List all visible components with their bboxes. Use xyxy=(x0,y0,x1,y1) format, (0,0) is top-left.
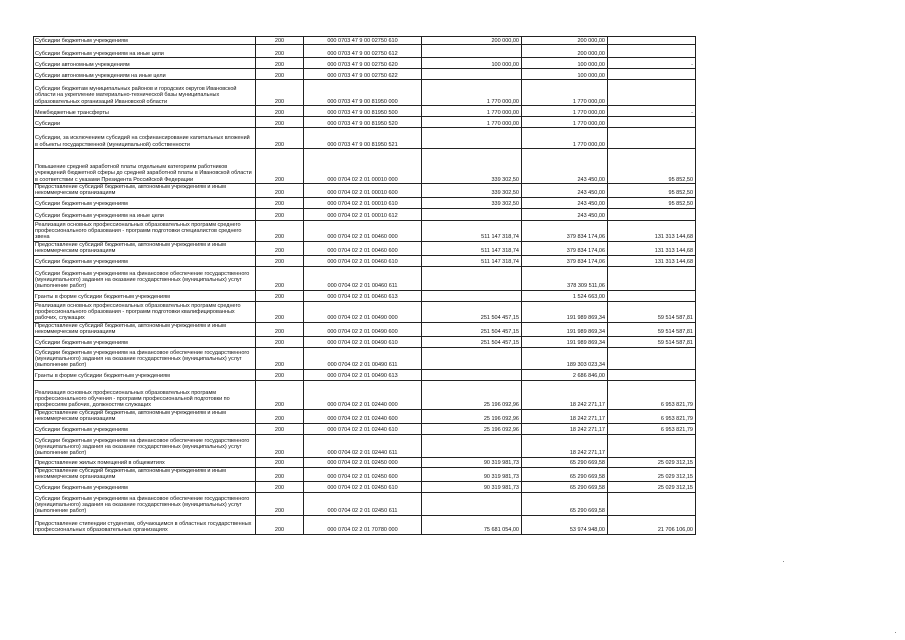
table-row xyxy=(34,301,696,322)
table-row xyxy=(34,409,696,423)
row-approved-amount-cell: 1 770 000,00 xyxy=(422,106,522,117)
row-name-cell: Субсидии бюджетным учреждениям xyxy=(34,197,256,208)
row-classification-code-cell: 000 0704 02 2 01 00460 610 xyxy=(304,255,422,266)
row-remaining-amount-cell: 131 313 144,68 xyxy=(608,220,696,241)
table-row xyxy=(34,208,696,220)
row-approved-amount-cell: 1 770 000,00 xyxy=(422,80,522,106)
row-approved-amount-cell: 90 319 981,73 xyxy=(422,457,522,467)
row-executed-amount-cell: 243 450,00 xyxy=(522,208,608,220)
row-line-code-cell: 200 xyxy=(256,80,304,106)
row-classification-code-cell: 000 0704 02 2 01 02440 611 xyxy=(304,434,422,457)
row-classification-code-cell: 000 0703 47 9 00 02750 610 xyxy=(304,37,422,45)
row-remaining-amount-cell xyxy=(608,45,696,58)
table-row xyxy=(34,347,696,369)
table-row xyxy=(34,380,696,409)
table-row xyxy=(34,220,696,241)
row-line-code-cell: 200 xyxy=(256,106,304,117)
row-name-cell: Субсидии автономным учреждениям xyxy=(34,58,256,69)
row-name-cell: Субсидии бюджетам муниципальных районов и городских округов Ивановской области на укрепление материально-технической базы муниципальных образовательных организаций Ивановской области xyxy=(34,80,256,106)
row-line-code-cell: 200 xyxy=(256,255,304,266)
row-approved-amount-cell xyxy=(422,69,522,80)
row-executed-amount-cell: 1 524 663,00 xyxy=(522,290,608,301)
row-approved-amount-cell: 511 147 318,74 xyxy=(422,220,522,241)
row-remaining-amount-cell: 25 029 312,15 xyxy=(608,481,696,492)
row-line-code-cell: 200 xyxy=(256,128,304,149)
row-line-code-cell: 200 xyxy=(256,149,304,184)
row-line-code-cell: 200 xyxy=(256,336,304,347)
budget-execution-table xyxy=(33,36,696,535)
row-name-cell: Гранты в форме субсидии бюджетным учреждениям xyxy=(34,290,256,301)
row-classification-code-cell: 000 0704 02 2 01 00490 600 xyxy=(304,322,422,336)
row-executed-amount-cell: 2 686 846,00 xyxy=(522,369,608,380)
row-line-code-cell: 200 xyxy=(256,37,304,45)
row-remaining-amount-cell: 6 953 821,79 xyxy=(608,423,696,434)
row-line-code-cell: 200 xyxy=(256,322,304,336)
table-row xyxy=(34,45,696,58)
row-executed-amount-cell: 18 242 271,17 xyxy=(522,423,608,434)
table-row xyxy=(34,149,696,184)
table-row xyxy=(34,128,696,149)
table-body xyxy=(34,37,696,535)
row-line-code-cell: 200 xyxy=(256,197,304,208)
row-executed-amount-cell: 243 450,00 xyxy=(522,149,608,184)
row-remaining-amount-cell: 6 953 821,79 xyxy=(608,380,696,409)
row-remaining-amount-cell xyxy=(608,80,696,106)
scan-artifact-tick: · xyxy=(894,627,897,637)
row-name-cell: Субсидии бюджетным учреждениям xyxy=(34,481,256,492)
row-line-code-cell: 200 xyxy=(256,481,304,492)
row-name-cell: Субсидии бюджетным учреждениям на финансовое обеспечение государственного (муниципального) задания на оказание государственных (муниципальных) услуг (выполнение работ) xyxy=(34,434,256,457)
row-classification-code-cell: 000 0704 02 2 01 00490 611 xyxy=(304,347,422,369)
table-row xyxy=(34,290,696,301)
row-name-cell: Повышение средней заработной платы отдельным категориям работников учреждений бюджетной сферы до средней заработной платы в Ивановской области в соответствии с указами Президента Российской Федерации xyxy=(34,149,256,184)
table-row xyxy=(34,467,696,481)
row-name-cell: Реализация основных профессиональных образовательных программ профессионального обучения - программ профессиональной подготовки по профессиям рабочих, должностям служащих xyxy=(34,380,256,409)
row-name-cell: Субсидии бюджетным учреждениям на финансовое обеспечение государственного (муниципального) задания на оказание государственных (муниципальных) услуг (выполнение работ) xyxy=(34,492,256,515)
row-classification-code-cell: 000 0704 02 2 01 00490 000 xyxy=(304,301,422,322)
row-remaining-amount-cell: 59 514 587,81 xyxy=(608,322,696,336)
row-executed-amount-cell: 65 290 669,58 xyxy=(522,481,608,492)
row-classification-code-cell: 000 0704 02 2 01 02450 610 xyxy=(304,481,422,492)
row-name-cell: Субсидии бюджетным учреждениям xyxy=(34,37,256,45)
row-remaining-amount-cell xyxy=(608,369,696,380)
row-line-code-cell: 200 xyxy=(256,492,304,515)
row-approved-amount-cell xyxy=(422,128,522,149)
row-remaining-amount-cell: 95 852,50 xyxy=(608,184,696,198)
table-row xyxy=(34,423,696,434)
table-row xyxy=(34,241,696,255)
row-classification-code-cell: 000 0704 02 2 01 00460 600 xyxy=(304,241,422,255)
row-remaining-amount-cell: 21 706 106,00 xyxy=(608,515,696,534)
row-line-code-cell: 200 xyxy=(256,69,304,80)
row-remaining-amount-cell xyxy=(608,69,696,80)
row-line-code-cell: 200 xyxy=(256,184,304,198)
row-name-cell: Субсидии xyxy=(34,117,256,128)
row-name-cell: Предоставление жилых помещений в общежитиях xyxy=(34,457,256,467)
row-classification-code-cell: 000 0704 02 2 01 02440 000 xyxy=(304,380,422,409)
table-row xyxy=(34,481,696,492)
row-executed-amount-cell: 65 290 669,58 xyxy=(522,492,608,515)
table-row xyxy=(34,336,696,347)
row-remaining-amount-cell xyxy=(608,128,696,149)
row-name-cell: Предоставление субсидий бюджетным, автономным учреждениям и иным некоммерческим организациям xyxy=(34,409,256,423)
row-executed-amount-cell: 1 770 000,00 xyxy=(522,117,608,128)
row-name-cell: Гранты в форме субсидии бюджетным учреждениям xyxy=(34,369,256,380)
row-name-cell: Субсидии бюджетным учреждениям на финансовое обеспечение государственного (муниципального) задания на оказание государственных (муниципальных) услуг (выполнение работ) xyxy=(34,266,256,290)
row-approved-amount-cell: 1 770 000,00 xyxy=(422,117,522,128)
row-approved-amount-cell: 339 302,50 xyxy=(422,184,522,198)
row-remaining-amount-cell: 59 514 587,81 xyxy=(608,336,696,347)
row-executed-amount-cell: 379 834 174,06 xyxy=(522,220,608,241)
row-executed-amount-cell: 65 290 669,58 xyxy=(522,457,608,467)
row-line-code-cell: 200 xyxy=(256,58,304,69)
table-row xyxy=(34,58,696,69)
table-row xyxy=(34,184,696,198)
table-row xyxy=(34,37,696,45)
row-remaining-amount-cell: 95 852,50 xyxy=(608,149,696,184)
row-name-cell: Субсидии бюджетным учреждениям xyxy=(34,255,256,266)
table-row xyxy=(34,117,696,128)
row-classification-code-cell: 000 0704 02 2 01 02450 611 xyxy=(304,492,422,515)
row-approved-amount-cell: 251 504 457,15 xyxy=(422,301,522,322)
row-approved-amount-cell: 25 196 092,96 xyxy=(422,380,522,409)
scan-artifact-dot: · xyxy=(782,556,785,566)
row-approved-amount-cell: 339 302,50 xyxy=(422,197,522,208)
row-name-cell: Субсидии бюджетным учреждениям xyxy=(34,336,256,347)
row-executed-amount-cell: 379 834 174,06 xyxy=(522,241,608,255)
row-line-code-cell: 200 xyxy=(256,380,304,409)
row-remaining-amount-cell xyxy=(608,434,696,457)
row-approved-amount-cell: 90 319 981,73 xyxy=(422,467,522,481)
row-approved-amount-cell xyxy=(422,492,522,515)
row-name-cell: Субсидии бюджетным учреждениям на иные цели xyxy=(34,208,256,220)
row-executed-amount-cell: 379 834 174,06 xyxy=(522,255,608,266)
row-line-code-cell: 200 xyxy=(256,241,304,255)
row-remaining-amount-cell: 131 313 144,68 xyxy=(608,255,696,266)
row-classification-code-cell: 000 0704 02 2 01 00460 611 xyxy=(304,266,422,290)
row-approved-amount-cell xyxy=(422,369,522,380)
row-executed-amount-cell: 200 000,00 xyxy=(522,37,608,45)
row-name-cell: Межбюджетные трансферты xyxy=(34,106,256,117)
row-remaining-amount-cell: 25 029 312,15 xyxy=(608,457,696,467)
table-row xyxy=(34,515,696,534)
row-remaining-amount-cell xyxy=(608,37,696,45)
row-approved-amount-cell: 90 319 981,73 xyxy=(422,481,522,492)
row-name-cell: Субсидии, за исключением субсидий на софинансирование капитальных вложений в объекты государственной (муниципальной) собственности xyxy=(34,128,256,149)
row-remaining-amount-cell: - xyxy=(608,106,696,117)
table-row xyxy=(34,80,696,106)
row-classification-code-cell: 000 0704 02 2 01 00010 000 xyxy=(304,149,422,184)
row-executed-amount-cell: 243 450,00 xyxy=(522,184,608,198)
row-executed-amount-cell: 191 989 869,34 xyxy=(522,336,608,347)
row-classification-code-cell: 000 0704 02 2 01 02440 600 xyxy=(304,409,422,423)
row-remaining-amount-cell xyxy=(608,290,696,301)
row-executed-amount-cell: 18 242 271,17 xyxy=(522,380,608,409)
row-line-code-cell: 200 xyxy=(256,434,304,457)
row-name-cell: Субсидии бюджетным учреждениям на финансовое обеспечение государственного (муниципального) задания на оказание государственных (муниципальных) услуг (выполнение работ) xyxy=(34,347,256,369)
row-executed-amount-cell: 1 770 000,00 xyxy=(522,106,608,117)
row-approved-amount-cell: 25 196 092,96 xyxy=(422,423,522,434)
table-row xyxy=(34,69,696,80)
row-classification-code-cell: 000 0704 02 2 01 00010 612 xyxy=(304,208,422,220)
row-executed-amount-cell: 1 770 000,00 xyxy=(522,80,608,106)
row-line-code-cell: 200 xyxy=(256,117,304,128)
table-row xyxy=(34,492,696,515)
row-classification-code-cell: 000 0703 47 9 00 02750 612 xyxy=(304,45,422,58)
row-approved-amount-cell xyxy=(422,208,522,220)
row-executed-amount-cell: 18 242 271,17 xyxy=(522,434,608,457)
row-classification-code-cell: 000 0703 47 9 00 81950 000 xyxy=(304,80,422,106)
row-name-cell: Реализация основных профессиональных образовательных программ среднего профессионального образования - программ подготовки квалифицированных рабочих, служащих xyxy=(34,301,256,322)
row-line-code-cell: 200 xyxy=(256,266,304,290)
row-classification-code-cell: 000 0704 02 2 01 00490 610 xyxy=(304,336,422,347)
row-executed-amount-cell: 100 000,00 xyxy=(522,69,608,80)
row-classification-code-cell: 000 0704 02 2 01 00010 610 xyxy=(304,197,422,208)
table-row xyxy=(34,457,696,467)
row-classification-code-cell: 000 0704 02 2 01 02450 600 xyxy=(304,467,422,481)
row-classification-code-cell: 000 0704 02 2 01 00010 600 xyxy=(304,184,422,198)
row-approved-amount-cell: 251 504 457,15 xyxy=(422,336,522,347)
row-name-cell: Реализация основных профессиональных образовательных программ среднего профессионального образования - программ подготовки специалистов среднего звена xyxy=(34,220,256,241)
row-approved-amount-cell xyxy=(422,434,522,457)
row-approved-amount-cell: 339 302,50 xyxy=(422,149,522,184)
row-executed-amount-cell: 18 242 271,17 xyxy=(522,409,608,423)
row-classification-code-cell: 000 0704 02 2 01 02450 000 xyxy=(304,457,422,467)
row-executed-amount-cell: 100 000,00 xyxy=(522,58,608,69)
row-line-code-cell: 200 xyxy=(256,369,304,380)
row-line-code-cell: 200 xyxy=(256,220,304,241)
row-remaining-amount-cell xyxy=(608,266,696,290)
row-classification-code-cell: 000 0704 02 2 01 00490 613 xyxy=(304,369,422,380)
row-executed-amount-cell: 65 290 669,58 xyxy=(522,467,608,481)
row-name-cell: Предоставление субсидий бюджетным, автономным учреждениям и иным некоммерческим организациям xyxy=(34,467,256,481)
row-classification-code-cell: 000 0704 02 2 01 70780 000 xyxy=(304,515,422,534)
table-row xyxy=(34,266,696,290)
row-line-code-cell: 200 xyxy=(256,347,304,369)
table-row xyxy=(34,255,696,266)
row-approved-amount-cell: 25 196 092,96 xyxy=(422,409,522,423)
row-approved-amount-cell xyxy=(422,266,522,290)
row-approved-amount-cell xyxy=(422,347,522,369)
row-line-code-cell: 200 xyxy=(256,301,304,322)
row-approved-amount-cell: 75 681 054,00 xyxy=(422,515,522,534)
row-approved-amount-cell xyxy=(422,45,522,58)
row-name-cell: Предоставление субсидий бюджетным, автономным учреждениям и иным некоммерческим организациям xyxy=(34,184,256,198)
row-classification-code-cell: 000 0703 47 9 00 02750 620 xyxy=(304,58,422,69)
row-remaining-amount-cell: 95 852,50 xyxy=(608,197,696,208)
row-name-cell: Предоставление стипендии студентам, обучающимся в областных государственных профессиональных образовательных организациях xyxy=(34,515,256,534)
row-classification-code-cell: 000 0704 02 2 01 02440 610 xyxy=(304,423,422,434)
row-executed-amount-cell: 191 989 869,34 xyxy=(522,301,608,322)
row-executed-amount-cell: 189 303 023,34 xyxy=(522,347,608,369)
row-name-cell: Субсидии бюджетным учреждениям xyxy=(34,423,256,434)
table-row xyxy=(34,369,696,380)
table-row xyxy=(34,106,696,117)
row-line-code-cell: 200 xyxy=(256,515,304,534)
row-executed-amount-cell: 243 450,00 xyxy=(522,197,608,208)
row-approved-amount-cell: 200 000,00 xyxy=(422,37,522,45)
row-executed-amount-cell: 53 974 948,00 xyxy=(522,515,608,534)
row-remaining-amount-cell: 25 029 312,15 xyxy=(608,467,696,481)
row-line-code-cell: 200 xyxy=(256,290,304,301)
row-remaining-amount-cell: 6 953 821,79 xyxy=(608,409,696,423)
row-executed-amount-cell: 200 000,00 xyxy=(522,45,608,58)
row-executed-amount-cell: 191 989 869,34 xyxy=(522,322,608,336)
row-line-code-cell: 200 xyxy=(256,467,304,481)
row-remaining-amount-cell: 131 313 144,68 xyxy=(608,241,696,255)
row-remaining-amount-cell xyxy=(608,492,696,515)
row-line-code-cell: 200 xyxy=(256,208,304,220)
row-name-cell: Субсидии бюджетным учреждениям на иные цели xyxy=(34,45,256,58)
row-classification-code-cell: 000 0704 02 2 01 00460 000 xyxy=(304,220,422,241)
row-line-code-cell: 200 xyxy=(256,423,304,434)
row-line-code-cell: 200 xyxy=(256,409,304,423)
table-row xyxy=(34,197,696,208)
row-line-code-cell: 200 xyxy=(256,457,304,467)
row-remaining-amount-cell: - xyxy=(608,58,696,69)
row-line-code-cell: 200 xyxy=(256,45,304,58)
row-approved-amount-cell: 511 147 318,74 xyxy=(422,241,522,255)
row-classification-code-cell: 000 0703 47 9 00 81950 500 xyxy=(304,106,422,117)
table-row xyxy=(34,434,696,457)
row-name-cell: Предоставление субсидий бюджетным, автономным учреждениям и иным некоммерческим организациям xyxy=(34,322,256,336)
row-remaining-amount-cell: 59 514 587,81 xyxy=(608,301,696,322)
row-remaining-amount-cell xyxy=(608,117,696,128)
row-classification-code-cell: 000 0704 02 2 01 00460 613 xyxy=(304,290,422,301)
row-approved-amount-cell xyxy=(422,290,522,301)
table-row xyxy=(34,322,696,336)
row-remaining-amount-cell xyxy=(608,208,696,220)
row-classification-code-cell: 000 0703 47 9 00 81950 521 xyxy=(304,128,422,149)
row-executed-amount-cell: 378 309 511,06 xyxy=(522,266,608,290)
row-name-cell: Субсидии автономным учреждениям на иные цели xyxy=(34,69,256,80)
row-name-cell: Предоставление субсидий бюджетным, автономным учреждениям и иным некоммерческим организациям xyxy=(34,241,256,255)
row-approved-amount-cell: 511 147 318,74 xyxy=(422,255,522,266)
row-classification-code-cell: 000 0703 47 9 00 02750 622 xyxy=(304,69,422,80)
row-remaining-amount-cell xyxy=(608,347,696,369)
row-approved-amount-cell: 251 504 457,15 xyxy=(422,322,522,336)
row-approved-amount-cell: 100 000,00 xyxy=(422,58,522,69)
row-executed-amount-cell: 1 770 000,00 xyxy=(522,128,608,149)
row-classification-code-cell: 000 0703 47 9 00 81950 520 xyxy=(304,117,422,128)
